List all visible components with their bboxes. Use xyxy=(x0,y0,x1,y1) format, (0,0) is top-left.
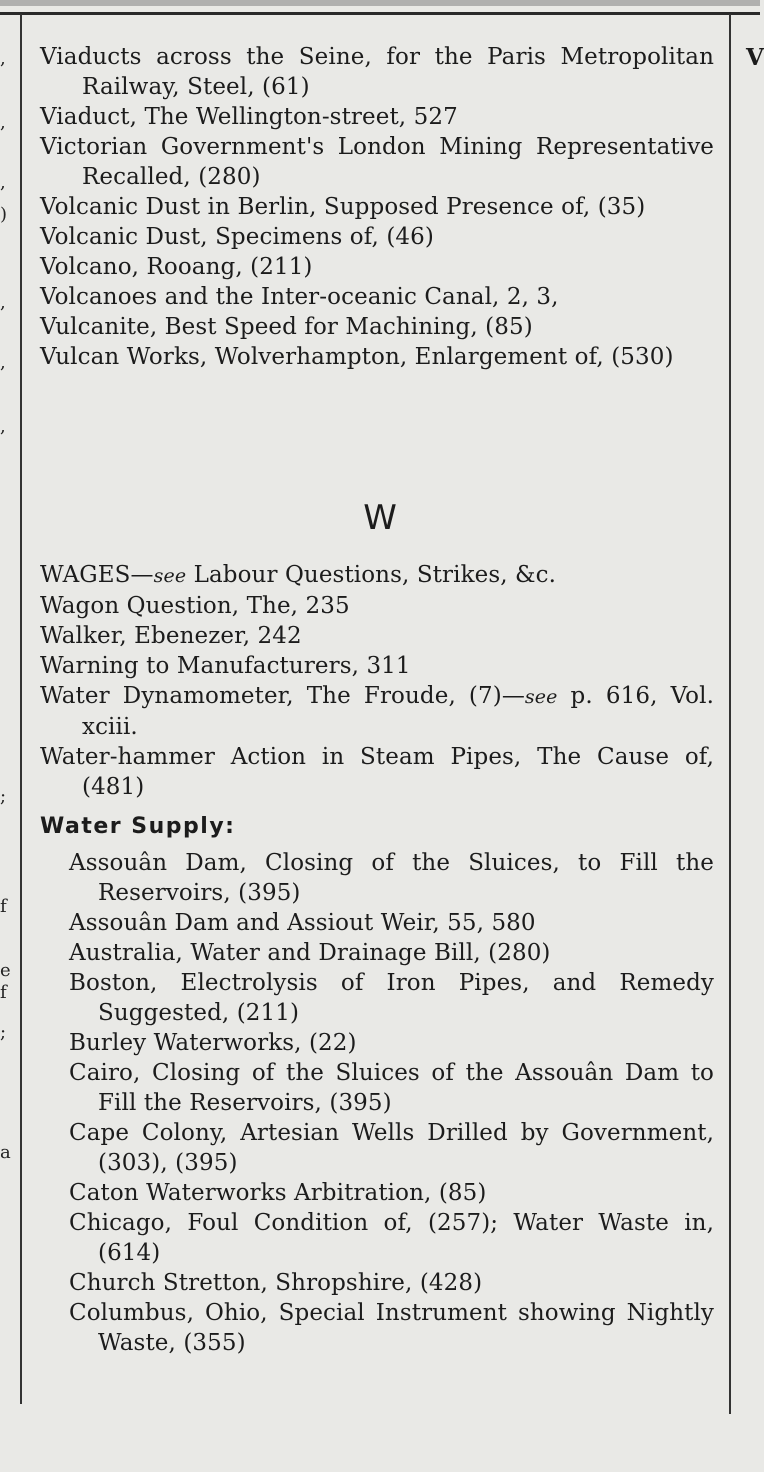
index-entry: Volcanic Dust in Berlin, Supposed Presence of, (35) xyxy=(40,194,646,220)
sub-entry: Burley Waterworks, (22) xyxy=(69,1030,357,1056)
index-entry: Volcanoes and the Inter-oceanic Canal, 2, 3, xyxy=(40,284,559,310)
wages-prefix: WAGES— xyxy=(40,562,154,588)
left-edge-mark: , xyxy=(0,416,6,437)
index-entry: Wagon Question, The, 235 xyxy=(40,593,350,619)
index-entry-wages xyxy=(40,560,714,591)
sub-entry: Cairo, Closing of the Sluices of the Assouân Dam to Fill the Reservoirs, (395) xyxy=(69,1060,714,1116)
left-edge-mark: a xyxy=(0,1142,11,1163)
right-column-fragment: V xyxy=(746,44,764,71)
sub-entry: Chicago, Foul Condition of, (257); Water Waste in, (614) xyxy=(69,1210,714,1266)
index-entry: Water-hammer Action in Steam Pipes, The Cause of, (481) xyxy=(40,744,714,800)
left-edge-mark: e xyxy=(0,960,11,981)
section-letter: W xyxy=(363,498,397,538)
index-entry: Viaduct, The Wellington-street, 527 xyxy=(40,104,458,130)
sub-entry: Caton Waterworks Arbitration, (85) xyxy=(69,1180,487,1206)
sub-entry: Assouân Dam, Closing of the Sluices, to Fill the Reservoirs, (395) xyxy=(69,850,714,906)
left-column-rule xyxy=(20,14,22,1404)
index-entry: Warning to Manufacturers, 311 xyxy=(40,653,411,679)
sub-entry: Boston, Electrolysis of Iron Pipes, and Remedy Suggested, (211) xyxy=(69,970,714,1026)
wages-suffix: Labour Questions, Strikes, &c. xyxy=(186,562,557,588)
left-edge-mark: f xyxy=(0,896,7,917)
sub-entry: Columbus, Ohio, Special Instrument showing Nightly Waste, (355) xyxy=(69,1300,714,1356)
left-edge-mark: , xyxy=(0,352,6,373)
index-entry: Volcanic Dust, Specimens of, (46) xyxy=(40,224,434,250)
index-entry: Viaducts across the Seine, for the Paris Metropolitan Railway, Steel, (61) xyxy=(40,44,714,100)
left-edge-mark: ; xyxy=(0,1022,7,1043)
see-reference: see xyxy=(524,686,558,708)
index-entry-water-dynamometer xyxy=(40,681,714,742)
index-entry: Vulcanite, Best Speed for Machining, (85) xyxy=(40,314,533,340)
page-top-rule xyxy=(0,12,760,15)
dynamometer-prefix: Water Dynamometer, The Froude, (7)— xyxy=(40,683,525,709)
left-edge-mark: , xyxy=(0,48,6,69)
sub-entry: Assouân Dam and Assiout Weir, 55, 580 xyxy=(69,910,536,936)
water-supply-list xyxy=(40,848,714,1358)
left-edge-mark: , xyxy=(0,172,6,193)
sub-entry: Australia, Water and Drainage Bill, (280) xyxy=(69,940,551,966)
left-edge-mark: ) xyxy=(0,204,8,225)
left-edge-mark: f xyxy=(0,982,7,1003)
dynamometer-suffix: p. 616, Vol. xciii. xyxy=(82,683,714,740)
index-entry: Vulcan Works, Wolverhampton, Enlargement of, (530) xyxy=(40,344,674,370)
index-column xyxy=(40,42,714,1358)
sub-entry: Cape Colony, Artesian Wells Drilled by Government, (303), (395) xyxy=(69,1120,714,1176)
left-edge-mark: , xyxy=(0,292,6,313)
see-reference: see xyxy=(153,565,187,587)
left-edge-mark: , xyxy=(0,112,6,133)
sub-entry: Church Stretton, Shropshire, (428) xyxy=(69,1270,483,1296)
right-column-rule xyxy=(729,14,731,1414)
page-top-band xyxy=(0,0,760,6)
index-entry: Victorian Government's London Mining Representative Recalled, (280) xyxy=(40,134,714,190)
index-entry: Volcano, Rooang, (211) xyxy=(40,254,313,280)
left-edge-mark: ; xyxy=(0,786,7,807)
water-supply-heading: Water Supply: xyxy=(40,814,236,839)
index-entry: Walker, Ebenezer, 242 xyxy=(40,623,302,649)
